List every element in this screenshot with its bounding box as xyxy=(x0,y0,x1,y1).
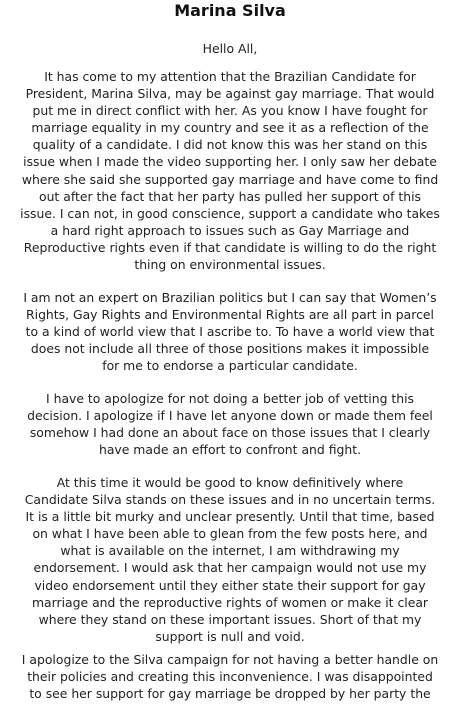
paragraph-5 xyxy=(0,651,460,702)
text-line: Candidate Silva stands on these issues and in no uncertain terms. xyxy=(24,492,436,508)
text-line: where they stand on these important issues. Short of that my xyxy=(38,611,422,627)
text-line: put me in direct conflict with her. As you know I have fought for xyxy=(32,103,428,119)
text-line: marriage equality in my country and see it as a reflection of the xyxy=(31,120,429,136)
text-line: marriage and the reproductive rights of women or make it clear xyxy=(31,594,429,610)
text-line: where she said she supported gay marriage and have come to find xyxy=(21,171,439,187)
paragraph-4 xyxy=(0,474,460,645)
text-line: does not include all three of those positions makes it impossible xyxy=(30,341,430,357)
text-line: to a kind of world view that I ascribe to. To have a world view that xyxy=(25,324,435,340)
text-line: I am not an expert on Brazilian politics but I can say that Women’s xyxy=(23,290,437,305)
page-title: Marina Silva xyxy=(174,1,286,20)
text-line: thing on environmental issues. xyxy=(134,257,326,273)
greeting: Hello All, xyxy=(202,41,258,56)
text-line: support is null and void. xyxy=(155,628,305,644)
text-line: endorsement. I would ask that her campaign would not use my xyxy=(33,560,427,576)
paragraph-3 xyxy=(0,390,460,458)
text-line: somehow I had done an about face on those issues that I clearly xyxy=(29,425,431,441)
text-line: quality of a candidate. I did not know this was her stand on this xyxy=(32,137,428,153)
text-line: issue when I made the video supporting her. I only saw her debate xyxy=(23,154,437,170)
text-line: At this time it would be good to know definitively where xyxy=(56,475,404,490)
text-line: It is a little bit murky and unclear presently. Until that time, based xyxy=(25,509,435,525)
text-line: Reproductive rights even if that candidate is willing to do the right xyxy=(23,239,437,255)
text-line: a hard right approach to issues such as Gay Marriage and xyxy=(50,222,410,238)
text-line: what is available on the internet, I am withdrawing my xyxy=(60,543,400,559)
paragraph-2 xyxy=(0,289,460,374)
text-line: their policies and creating this inconvenience. I was disappointed xyxy=(27,669,433,685)
text-line: have made an effort to confront and fight. xyxy=(98,442,362,458)
text-line: to see her support for gay marriage be dropped by her party the xyxy=(29,686,431,702)
text-line: I have to apologize for not doing a better job of vetting this xyxy=(46,391,414,406)
text-line: It has come to my attention that the Brazilian Candidate for xyxy=(44,69,416,84)
text-line: President, Marina Silva, may be against gay marriage. That would xyxy=(25,86,435,102)
text-line: out after the fact that her party has pulled her support of this xyxy=(39,188,421,204)
text-line: issue. I can not, in good conscience, support a candidate who takes xyxy=(20,205,440,221)
text-line: for me to endorse a particular candidate. xyxy=(102,358,358,374)
text-line: Rights, Gay Rights and Environmental Rights are all part in parcel xyxy=(26,307,434,323)
text-line: I apologize to the Silva campaign for not having a better handle on xyxy=(21,652,439,667)
text-line: decision. I apologize if I have let anyone down or made them feel xyxy=(27,408,433,424)
text-line: video endorsement until they either state their support for gay xyxy=(34,577,426,593)
text-line: on what I have been able to glean from the few posts here, and xyxy=(32,526,428,542)
paragraph-1 xyxy=(0,68,460,273)
